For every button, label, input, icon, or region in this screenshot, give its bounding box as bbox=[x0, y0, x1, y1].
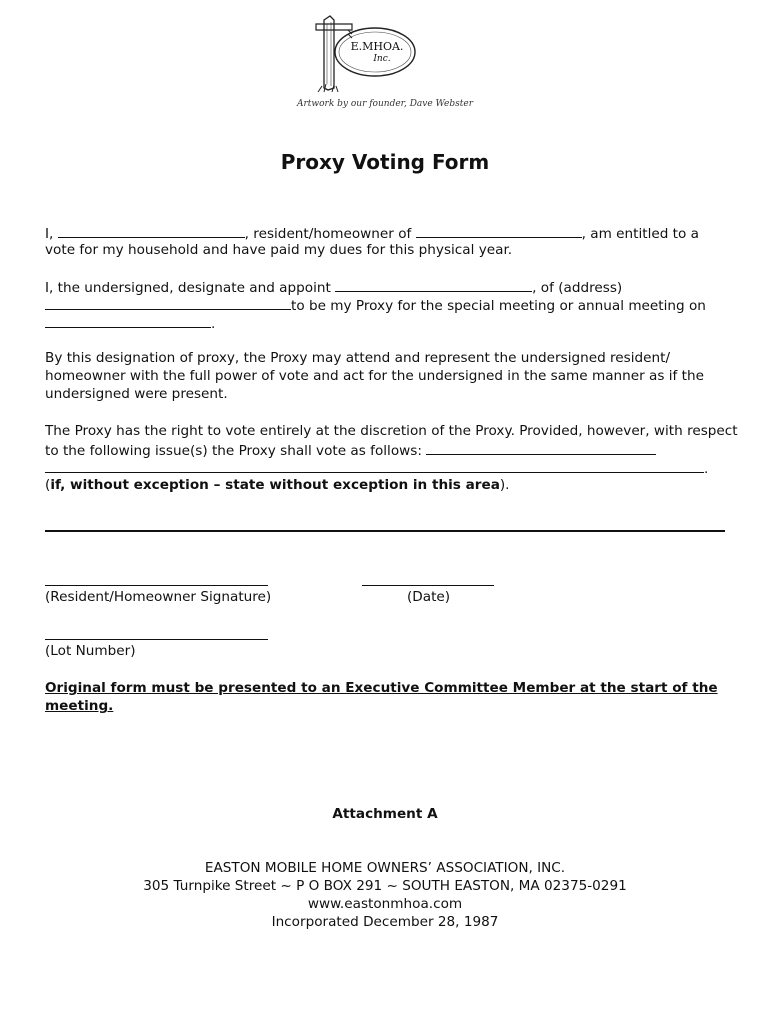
paragraph-2-line-2 bbox=[45, 295, 706, 315]
name-blank[interactable] bbox=[58, 223, 245, 238]
artwork-credit: Artwork by our founder, Dave Webster bbox=[296, 99, 474, 109]
page-title: Proxy Voting Form bbox=[280, 150, 490, 174]
proxy-name-blank[interactable] bbox=[335, 277, 532, 292]
vote-issues-blank-2[interactable] bbox=[45, 458, 704, 473]
lot-number-line[interactable] bbox=[45, 639, 268, 640]
resident-signature-line[interactable] bbox=[45, 585, 268, 586]
paragraph-2-line-1 bbox=[45, 277, 622, 297]
paragraph-3-line-1: By this designation of proxy, the Proxy may attend and represent the undersigned resident/ bbox=[45, 350, 671, 366]
paragraph-4-line-4 bbox=[45, 476, 510, 494]
resident-signature-label: (Resident/Homeowner Signature) bbox=[45, 589, 272, 605]
paragraph-4-line-3 bbox=[45, 458, 708, 478]
p1-text-b: , resident/homeowner of bbox=[244, 226, 416, 242]
p4-open-paren: ( bbox=[45, 477, 51, 493]
paragraph-1-line-2: vote for my household and have paid my dues for this physical year. bbox=[45, 242, 513, 258]
paragraph-4-line-2 bbox=[45, 440, 656, 460]
p2-text-c: to be my Proxy for the special meeting or annual meeting on bbox=[291, 298, 706, 314]
paragraph-3-line-2: homeowner with the full power of vote and act for the undersigned in the same manner as if the bbox=[45, 368, 704, 384]
footer-incorporated: Incorporated December 28, 1987 bbox=[271, 914, 499, 930]
p1-text-c: , am entitled to a bbox=[581, 226, 699, 242]
paragraph-4-line-1: The Proxy has the right to vote entirely at the discretion of the Proxy. Provided, however, with respect bbox=[45, 423, 738, 439]
logo-text: E.MHOA. bbox=[350, 40, 404, 53]
paragraph-3-line-3: undersigned were present. bbox=[45, 386, 228, 402]
logo-subtext: Inc. bbox=[373, 54, 391, 64]
vote-issues-blank[interactable] bbox=[426, 440, 656, 455]
footer-org: EASTON MOBILE HOME OWNERS’ ASSOCIATION, INC. bbox=[204, 860, 566, 876]
p4-text-b: . bbox=[704, 461, 709, 477]
emhoa-logo bbox=[308, 10, 428, 100]
p4-text-a: to the following issue(s) the Proxy shall vote as follows: bbox=[45, 443, 427, 459]
footer-address: 305 Turnpike Street ~ P O BOX 291 ~ SOUTH EASTON, MA 02375-0291 bbox=[143, 878, 627, 894]
footer-website[interactable]: www.eastonmhoa.com bbox=[307, 896, 463, 912]
p4-close-paren: ). bbox=[499, 477, 510, 493]
p2-text-d: . bbox=[211, 316, 216, 332]
exception-area-line[interactable] bbox=[45, 530, 725, 532]
original-form-notice: Original form must be presented to an Executive Committee Member at the start of the meeting. bbox=[45, 680, 718, 714]
p2-text-a: I, the undersigned, designate and appoint bbox=[45, 280, 336, 296]
paragraph-1-line-1 bbox=[45, 223, 699, 243]
lot-number-label: (Lot Number) bbox=[45, 643, 136, 659]
paragraph-2-line-3 bbox=[45, 313, 215, 333]
community-blank[interactable] bbox=[416, 223, 582, 238]
date-line[interactable] bbox=[362, 585, 494, 586]
p2-text-b: , of (address) bbox=[532, 280, 623, 296]
meeting-date-blank[interactable] bbox=[45, 313, 211, 328]
exception-instruction: if, without exception – state without exception in this area bbox=[50, 477, 500, 493]
p1-text-a: I, bbox=[45, 226, 58, 242]
date-label: (Date) bbox=[407, 589, 451, 605]
attachment-heading: Attachment A bbox=[332, 806, 438, 822]
address-blank[interactable] bbox=[45, 295, 291, 310]
